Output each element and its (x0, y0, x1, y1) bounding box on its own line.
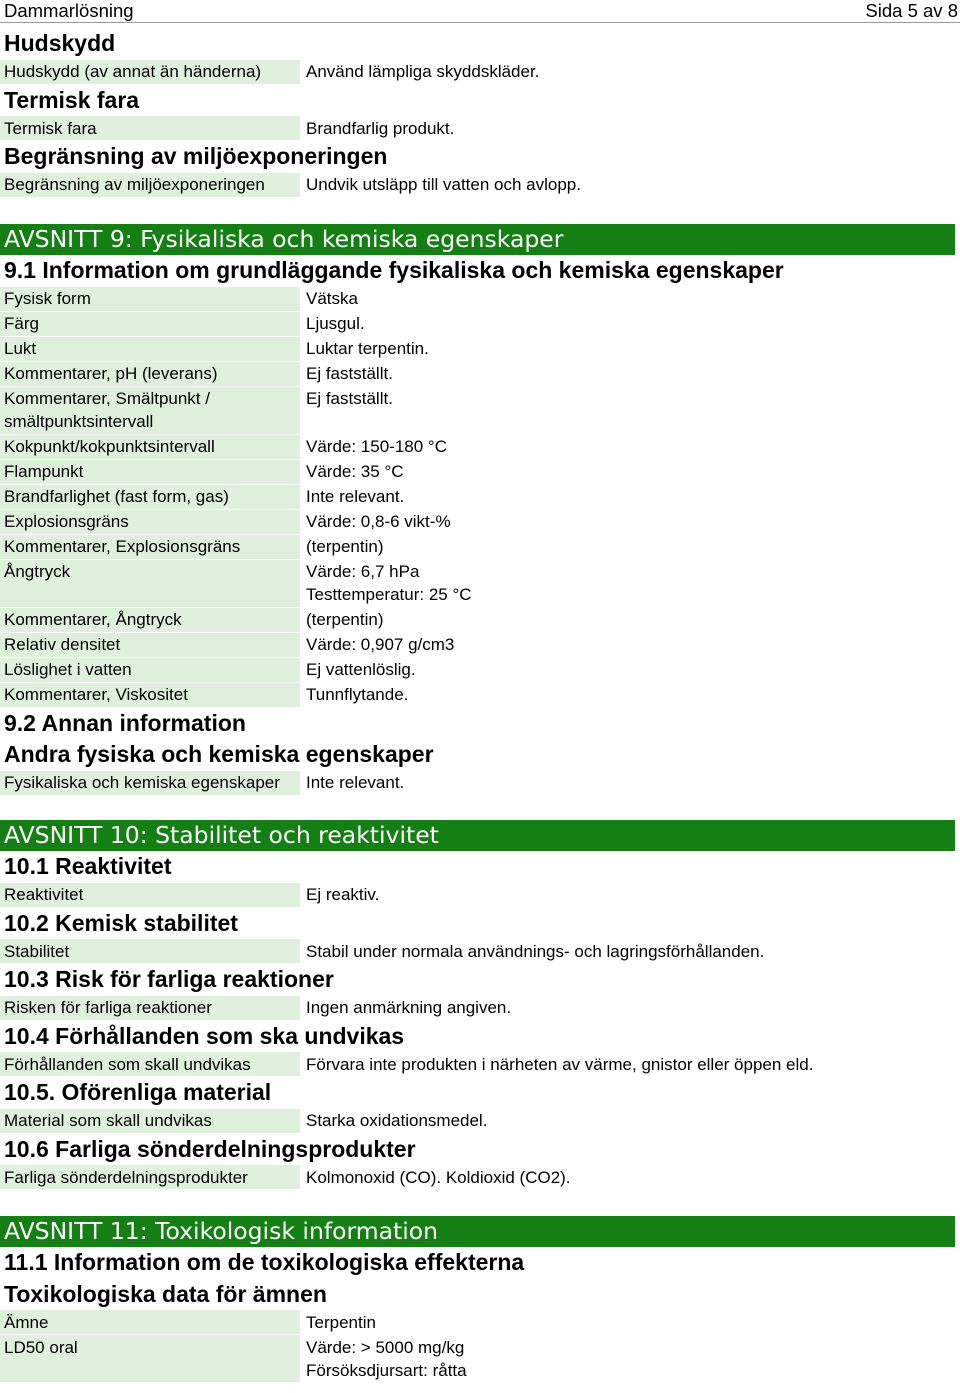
value-line: Värde: 0,8-6 vikt-% (306, 512, 451, 531)
property-row (0, 939, 960, 963)
value-line: Värde: 6,7 hPa (306, 562, 420, 581)
property-label: Stabilitet (0, 939, 300, 963)
property-row (0, 485, 960, 509)
property-value (300, 608, 383, 632)
subsection-heading: 11.1 Information om de toxikologiska effekterna (4, 1249, 525, 1275)
property-row (0, 883, 960, 907)
property-row (0, 362, 960, 386)
section-bar: AVSNITT 10: Stabilitet och reaktivitet (0, 820, 955, 851)
property-label: Kommentarer, Ångtryck (0, 608, 300, 632)
property-label: Flampunkt (0, 460, 300, 484)
value-line: Ej fastställt. (306, 389, 393, 408)
property-value (300, 1310, 376, 1334)
property-value (300, 510, 451, 534)
value-line: Terpentin (306, 1312, 376, 1332)
value-line: Försöksdjursart: råtta (306, 1360, 467, 1380)
property-row (0, 460, 960, 484)
property-value (300, 337, 429, 361)
subsection-heading: 10.6 Farliga sönderdelningsprodukter (4, 1135, 416, 1162)
property-value: Starka oxidationsmedel. (306, 1111, 488, 1130)
subsection-heading: 10.3 Risk för farliga reaktioner (4, 966, 334, 992)
property-value (300, 683, 408, 707)
property-label: Hudskydd (av annat än händerna) (0, 60, 300, 84)
property-label: Färg (0, 312, 300, 336)
value-line: Luktar terpentin. (306, 339, 429, 358)
property-value (300, 658, 416, 682)
subsection-heading: Termisk fara (4, 86, 140, 113)
value-line: Vätska (306, 289, 358, 308)
property-row (0, 683, 960, 707)
subsection-subheading: Andra fysiska och kemiska egenskaper (4, 741, 434, 767)
value-line: Ljusgul. (306, 314, 365, 333)
property-value (300, 771, 404, 795)
value-line: Värde: > 5000 mg/kg (306, 1337, 465, 1357)
property-value (300, 312, 365, 336)
property-value (300, 387, 393, 434)
subsection-heading: 10.5. Oförenliga material (4, 1079, 272, 1105)
section-bar: AVSNITT 11: Toxikologisk information (0, 1216, 955, 1247)
subsection-heading: Hudskydd (4, 30, 116, 56)
property-row (0, 1165, 960, 1189)
property-value: Förvara inte produkten i närheten av värme, gnistor eller öppen eld. (306, 1054, 814, 1074)
property-label: Kommentarer, pH (leverans) (0, 362, 300, 386)
subsection-subheading: Toxikologiska data för ämnen (4, 1280, 327, 1307)
value-line: Värde: 0,907 g/cm3 (306, 635, 455, 654)
property-label: Fysisk form (0, 287, 300, 311)
property-label: Reaktivitet (0, 883, 300, 907)
property-row (0, 996, 960, 1020)
property-value (300, 1335, 467, 1382)
property-row (0, 287, 960, 311)
property-label: Material som skall undvikas (0, 1109, 300, 1133)
subsection-heading: 10.4 Förhållanden som ska undvikas (4, 1022, 405, 1049)
value-line: Inte relevant. (306, 487, 405, 506)
property-label: Lukt (0, 337, 300, 361)
property-row (0, 1052, 960, 1076)
document-title: Dammarlösning (4, 0, 134, 21)
property-value: Använd lämpliga skyddskläder. (306, 62, 540, 81)
section-bar: AVSNITT 9: Fysikaliska och kemiska egenskaper (0, 224, 955, 255)
property-value (300, 560, 472, 607)
property-value: Undvik utsläpp till vatten och avlopp. (306, 175, 581, 194)
subsection-heading: 10.2 Kemisk stabilitet (4, 909, 238, 936)
property-row (0, 510, 960, 534)
property-label: Kokpunkt/kokpunktsintervall (0, 435, 300, 459)
property-label: Farliga sönderdelningsprodukter (0, 1165, 300, 1189)
value-line: Värde: 150-180 °C (306, 437, 447, 456)
value-line: (terpentin) (306, 610, 384, 629)
property-label: Brandfarlighet (fast form, gas) (0, 485, 300, 509)
property-row (0, 1335, 960, 1382)
value-line: Värde: 35 °C (306, 462, 404, 481)
property-row (0, 608, 960, 632)
value-line: Tunnflytande. (306, 685, 409, 704)
property-value: Brandfarlig produkt. (306, 118, 455, 138)
property-row (0, 337, 960, 361)
property-label: Termisk fara (0, 116, 300, 140)
page-number: Sida 5 av 8 (865, 0, 958, 21)
property-row (0, 60, 960, 84)
property-label: Kommentarer, Explosionsgräns (0, 535, 300, 559)
property-value: Ingen anmärkning angiven. (306, 998, 512, 1017)
property-row (0, 560, 960, 607)
subsection-heading: 9.2 Annan information (4, 709, 246, 736)
property-row (0, 435, 960, 459)
value-line: (terpentin) (306, 537, 384, 556)
property-label: Ämne (0, 1310, 300, 1334)
property-value (300, 362, 393, 386)
property-value (300, 435, 447, 459)
property-label: Begränsning av miljöexponeringen (0, 173, 300, 197)
property-label: Explosionsgräns (0, 510, 300, 534)
property-value (300, 633, 454, 657)
value-line: Ej vattenlöslig. (306, 660, 416, 679)
subsection-heading: Begränsning av miljöexponeringen (4, 143, 388, 169)
subsection-heading: 9.1 Information om grundläggande fysikaliska och kemiska egenskaper (4, 257, 784, 283)
property-row (0, 771, 960, 795)
property-row (0, 1109, 960, 1133)
subsection-heading: 10.1 Reaktivitet (4, 853, 172, 879)
property-row (0, 658, 960, 682)
property-label: Löslighet i vatten (0, 658, 300, 682)
property-row (0, 535, 960, 559)
property-label: Fysikaliska och kemiska egenskaper (0, 771, 300, 795)
property-value: Kolmonoxid (CO). Koldioxid (CO2). (306, 1167, 571, 1187)
property-value (300, 287, 358, 311)
property-row (0, 116, 960, 140)
property-label: LD50 oral (0, 1335, 300, 1382)
value-line: Testtemperatur: 25 °C (306, 585, 472, 604)
property-value: Stabil under normala användnings- och lagringsförhållanden. (306, 941, 765, 961)
property-label: Risken för farliga reaktioner (0, 996, 300, 1020)
property-label: Ångtryck (0, 560, 300, 607)
value-line: Inte relevant. (306, 773, 405, 792)
property-label: Kommentarer, Viskositet (0, 683, 300, 707)
property-value (300, 485, 404, 509)
property-row (0, 173, 960, 197)
property-value (300, 535, 383, 559)
value-line: Ej fastställt. (306, 364, 393, 383)
property-value (300, 460, 404, 484)
property-label: Kommentarer, Smältpunkt / smältpunktsintervall (0, 387, 300, 434)
property-row (0, 633, 960, 657)
property-row (0, 387, 960, 434)
page-header (0, 0, 960, 23)
property-label: Förhållanden som skall undvikas (0, 1052, 300, 1076)
property-value: Ej reaktiv. (306, 885, 380, 904)
property-label: Relativ densitet (0, 633, 300, 657)
property-row (0, 1310, 960, 1334)
property-row (0, 312, 960, 336)
